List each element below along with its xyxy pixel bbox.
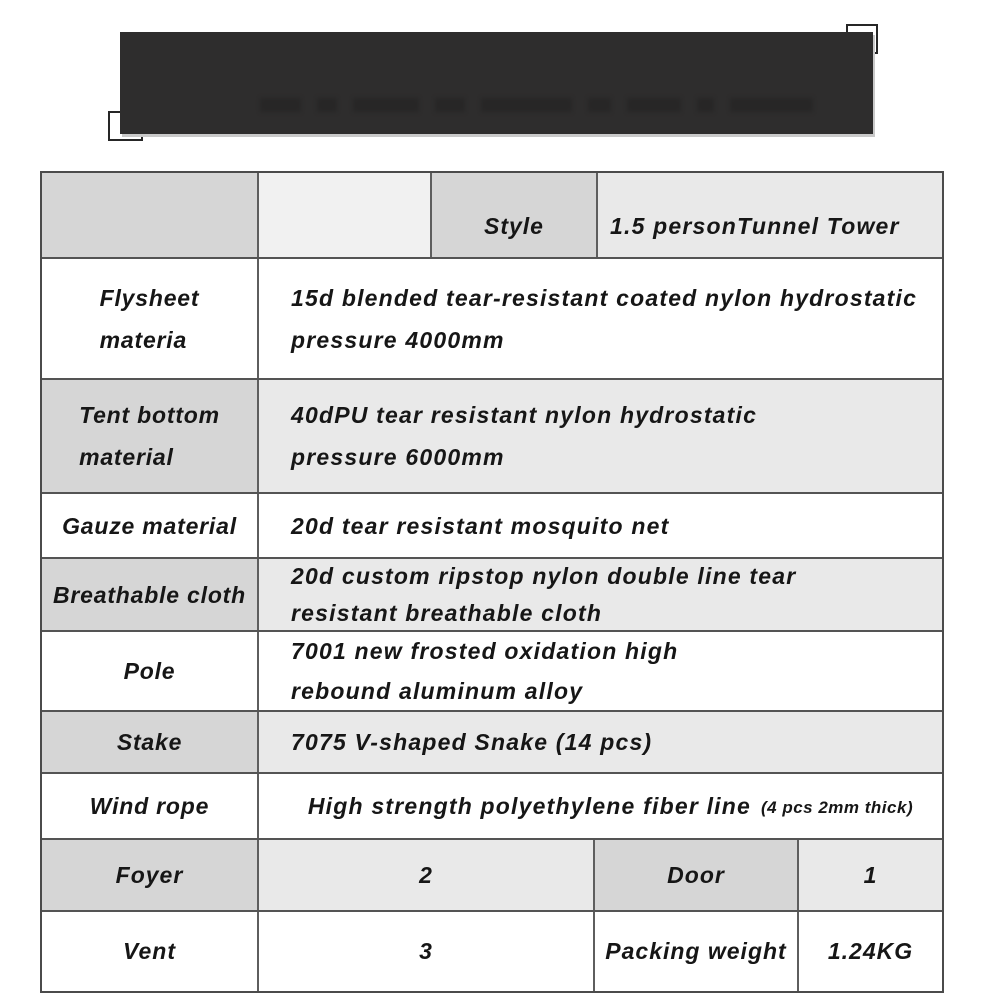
row-label [42, 494, 257, 557]
row-value [257, 380, 942, 492]
row-value-line: pressure 6000mm [291, 444, 505, 470]
row-value [257, 632, 942, 710]
table-row-tent-bottom [42, 378, 942, 492]
quad-value: 2 [257, 840, 593, 910]
quad-label: Door [593, 840, 797, 910]
row-label [42, 559, 257, 630]
row-label-line: Tent bottom [79, 402, 220, 428]
header-empty-cell-2 [257, 173, 430, 257]
top-banner [120, 32, 873, 134]
quad-value: 1 [797, 840, 942, 910]
row-value-line: 7075 V-shaped Snake (14 pcs) [291, 729, 653, 755]
row-label [42, 380, 257, 492]
row-label-line: Stake [116, 729, 183, 755]
row-value [257, 712, 942, 772]
table-row-stake [42, 710, 942, 772]
banner-watermark [260, 98, 813, 112]
row-label [42, 632, 257, 710]
header-style-value: 1.5 personTunnel Tower [596, 173, 942, 257]
table-row-wind-rope [42, 772, 942, 838]
row-value-note: (4 pcs 2mm thick) [761, 797, 914, 817]
header-empty-cell-1 [42, 173, 257, 257]
row-label [42, 259, 257, 378]
row-value [257, 774, 942, 838]
row-label-line: material [79, 444, 174, 470]
table-row-pole [42, 630, 942, 710]
row-value-line: 40dPU tear resistant nylon hydrostatic [291, 402, 758, 428]
row-value-line: 15d blended tear-resistant coated nylon hydrostatic [291, 284, 918, 311]
row-label-line: Gauze material [62, 512, 237, 539]
quad-label: Vent [123, 938, 176, 964]
row-label-line: Pole [123, 658, 176, 684]
row-value [257, 559, 942, 630]
table-row-breathable [42, 557, 942, 630]
row-value-line: 20d tear resistant mosquito net [291, 512, 670, 539]
row-label-line: Wind rope [89, 793, 210, 819]
table-row-vent-weight [42, 910, 942, 991]
row-value [257, 259, 942, 378]
row-value-line: pressure 4000mm [291, 326, 505, 353]
row-value-line: rebound aluminum alloy [291, 678, 584, 704]
row-value-line: 20d custom ripstop nylon double line tear [291, 562, 797, 589]
table-row-flysheet [42, 257, 942, 378]
quad-value: 1.24KG [797, 912, 942, 991]
quad-label: Packing weight [593, 912, 797, 991]
row-label-line: Flysheet [99, 284, 200, 311]
table-row-foyer-door [42, 838, 942, 910]
row-value [257, 494, 942, 557]
table-row-header [42, 173, 942, 257]
row-value-line: High strength polyethylene fiber line [307, 793, 751, 819]
spec-table [40, 171, 944, 993]
row-label [42, 712, 257, 772]
quad-value: 3 [257, 912, 593, 991]
row-value-line: 7001 new frosted oxidation high [291, 638, 679, 664]
quad-label: Foyer [42, 840, 257, 910]
header-style-label: Style [430, 173, 596, 257]
row-label-line: materia [99, 326, 188, 353]
row-value-line: resistant breathable cloth [291, 599, 603, 626]
row-label [42, 774, 257, 838]
row-label-line: Breathable cloth [52, 581, 246, 608]
table-row-gauze [42, 492, 942, 557]
